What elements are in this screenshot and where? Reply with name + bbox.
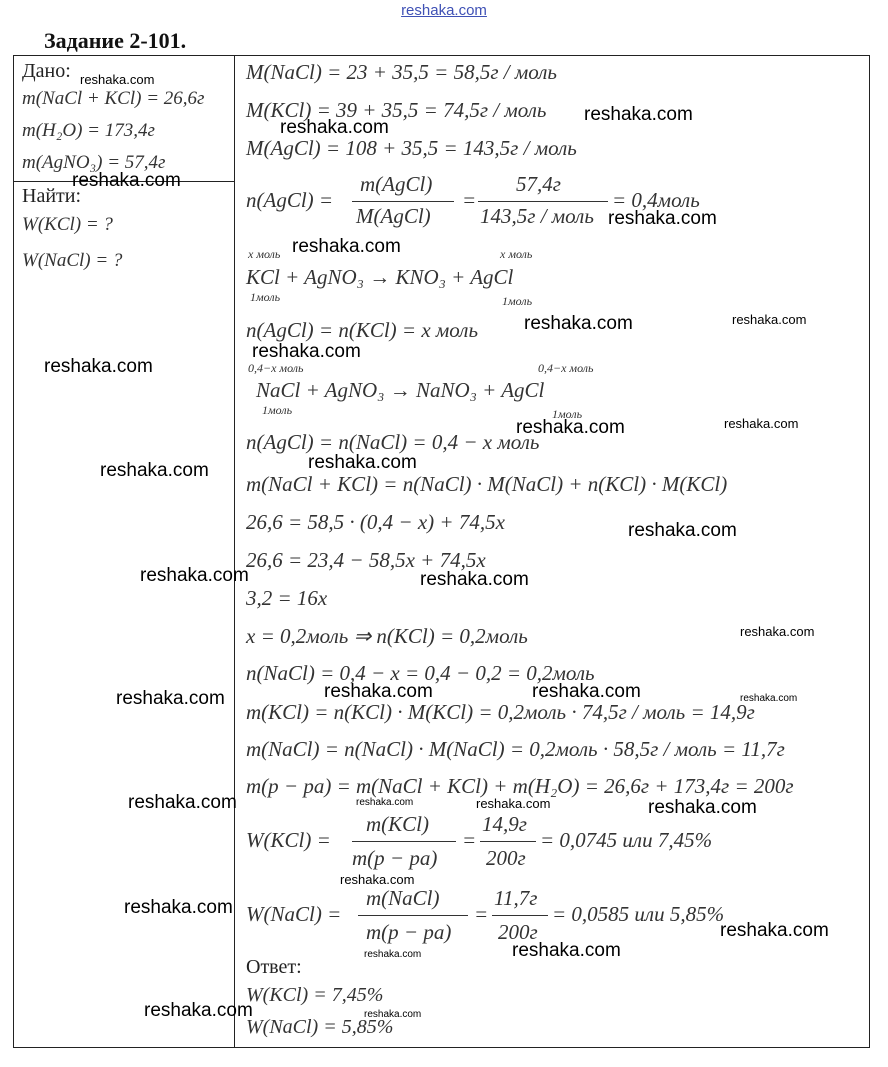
reaction-annotation: 0,4−x моль bbox=[538, 361, 594, 375]
fraction-numerator: 57,4г bbox=[516, 172, 561, 196]
watermark: reshaka.com bbox=[420, 569, 529, 590]
find-item: W(KCl) = ? bbox=[22, 214, 113, 235]
watermark: reshaka.com bbox=[72, 170, 181, 191]
watermark: reshaka.com bbox=[584, 104, 693, 125]
reaction-nacl-agno3: NaCl + AgNO₃ → NaNO₃ + AgCl bbox=[256, 378, 545, 402]
equation-step: 3,2 = 16x bbox=[246, 586, 328, 610]
m-nacl-value: m(NaCl) = n(NaCl) · M(NaCl) = 0,2моль · 58,5г / моль = 11,7г bbox=[246, 737, 785, 761]
molar-mass-agcl: M(AgCl) = 108 + 35,5 = 143,5г / моль bbox=[246, 136, 577, 160]
fraction-bar bbox=[358, 915, 468, 916]
n-agcl-lhs: n(AgCl) = bbox=[246, 188, 334, 212]
find-item: W(NaCl) = ? bbox=[22, 250, 123, 271]
watermark: reshaka.com bbox=[324, 681, 433, 702]
watermark: reshaka.com bbox=[608, 208, 717, 229]
watermark: reshaka.com bbox=[512, 940, 621, 961]
watermark: reshaka.com bbox=[128, 792, 237, 813]
watermark: reshaka.com bbox=[476, 796, 551, 811]
watermark: reshaka.com bbox=[100, 460, 209, 481]
watermark: reshaka.com bbox=[356, 797, 414, 808]
reaction-kcl-agno3: KCl + AgNO₃ → KNO₃ + AgCl bbox=[246, 265, 514, 289]
fraction-denominator: 200г bbox=[498, 920, 538, 944]
fraction-bar bbox=[352, 201, 454, 202]
given-item: m(H₂O) = 173,4г bbox=[22, 120, 155, 141]
task-title: Задание 2-101. bbox=[44, 28, 187, 53]
watermark: reshaka.com bbox=[720, 920, 829, 941]
n-nacl-value: n(NaCl) = 0,4 − x = 0,4 − 0,2 = 0,2моль bbox=[246, 661, 595, 685]
reaction-annotation: 1моль bbox=[262, 403, 293, 417]
site-header-link[interactable]: reshaka.com bbox=[401, 2, 487, 19]
watermark: reshaka.com bbox=[516, 417, 625, 438]
mass-sum-equation: m(NaCl + KCl) = n(NaCl) · M(NaCl) + n(KCl) · M(KCl) bbox=[246, 472, 728, 496]
w-nacl-lhs: W(NaCl) = bbox=[246, 902, 342, 926]
fraction-bar bbox=[478, 201, 608, 202]
answer-label: Ответ: bbox=[246, 956, 302, 978]
fraction-result: = 0,0745 или 7,45% bbox=[540, 828, 713, 852]
reaction-annotation: 1моль bbox=[502, 294, 533, 308]
equals-sign: = bbox=[474, 902, 489, 926]
watermark: reshaka.com bbox=[124, 897, 233, 918]
watermark: reshaka.com bbox=[724, 416, 799, 431]
molar-mass-nacl: M(NaCl) = 23 + 35,5 = 58,5г / моль bbox=[246, 60, 557, 84]
watermark: reshaka.com bbox=[140, 565, 249, 586]
fraction-result: = 0,0585 или 5,85% bbox=[552, 902, 725, 926]
watermark: reshaka.com bbox=[116, 688, 225, 709]
fraction-denominator: 200г bbox=[486, 846, 526, 870]
m-solution-value: m(p − pa) = m(NaCl + KCl) + m(H₂O) = 26,6г + 173,4г = 200г bbox=[246, 774, 794, 798]
reaction-annotation: x моль bbox=[248, 247, 281, 261]
answer-item: W(NaCl) = 5,85% bbox=[246, 1016, 394, 1038]
reaction-annotation: 1моль bbox=[250, 290, 281, 304]
watermark: reshaka.com bbox=[340, 872, 415, 887]
watermark: reshaka.com bbox=[252, 341, 361, 362]
equation-step: 26,6 = 58,5 · (0,4 − x) + 74,5x bbox=[246, 510, 505, 534]
watermark: reshaka.com bbox=[308, 452, 417, 473]
fraction-denominator: m(p − pa) bbox=[366, 920, 452, 944]
fraction-bar bbox=[352, 841, 456, 842]
given-item: m(NaCl + KCl) = 26,6г bbox=[22, 88, 205, 109]
watermark: reshaka.com bbox=[364, 949, 422, 960]
fraction-numerator: 11,7г bbox=[494, 886, 538, 910]
watermark: reshaka.com bbox=[280, 117, 389, 138]
watermark: reshaka.com bbox=[532, 681, 641, 702]
fraction-numerator: m(AgCl) bbox=[360, 172, 433, 196]
find-label: Найти: bbox=[22, 185, 82, 207]
given-label: Дано: bbox=[22, 60, 71, 82]
watermark: reshaka.com bbox=[524, 313, 633, 334]
watermark: reshaka.com bbox=[364, 1009, 422, 1020]
m-kcl-value: m(KCl) = n(KCl) · M(KCl) = 0,2моль · 74,5г / моль = 14,9г bbox=[246, 700, 755, 724]
watermark: reshaka.com bbox=[292, 236, 401, 257]
watermark: reshaka.com bbox=[144, 1000, 253, 1021]
watermark: reshaka.com bbox=[648, 797, 757, 818]
relation-n-kcl: n(AgCl) = n(KCl) = x моль bbox=[246, 318, 478, 342]
watermark: reshaka.com bbox=[740, 693, 798, 704]
equation-step: 26,6 = 23,4 − 58,5x + 74,5x bbox=[246, 548, 486, 572]
fraction-numerator: m(KCl) bbox=[366, 812, 429, 836]
x-value: x = 0,2моль ⇒ n(KCl) = 0,2моль bbox=[246, 624, 528, 648]
fraction-numerator: m(NaCl) bbox=[366, 886, 440, 910]
answer-item: W(KCl) = 7,45% bbox=[246, 984, 384, 1006]
reaction-annotation: 0,4−x моль bbox=[248, 361, 304, 375]
fraction-numerator: 14,9г bbox=[482, 812, 527, 836]
molar-mass-kcl: M(KCl) = 39 + 35,5 = 74,5г / моль bbox=[246, 98, 547, 122]
fraction-denominator: 143,5г / моль bbox=[480, 204, 594, 228]
fraction-denominator: m(p − pa) bbox=[352, 846, 438, 870]
watermark: reshaka.com bbox=[628, 520, 737, 541]
watermark: reshaka.com bbox=[44, 356, 153, 377]
fraction-bar bbox=[492, 915, 548, 916]
reaction-annotation: 1моль bbox=[552, 407, 583, 421]
given-item: m(AgNO₃) = 57,4г bbox=[22, 152, 166, 173]
equals-sign: = bbox=[462, 828, 477, 852]
w-kcl-lhs: W(KCl) = bbox=[246, 828, 331, 852]
watermark: reshaka.com bbox=[740, 624, 815, 639]
fraction-result: = 0,4моль bbox=[612, 188, 700, 212]
column-divider bbox=[234, 55, 235, 1048]
reaction-annotation: x моль bbox=[500, 247, 533, 261]
relation-n-nacl: n(AgCl) = n(NaCl) = 0,4 − x моль bbox=[246, 430, 540, 454]
fraction-denominator: M(AgCl) bbox=[356, 204, 431, 228]
watermark: reshaka.com bbox=[80, 72, 155, 87]
equals-sign: = bbox=[462, 188, 477, 212]
watermark: reshaka.com bbox=[732, 312, 807, 327]
fraction-bar bbox=[480, 841, 536, 842]
